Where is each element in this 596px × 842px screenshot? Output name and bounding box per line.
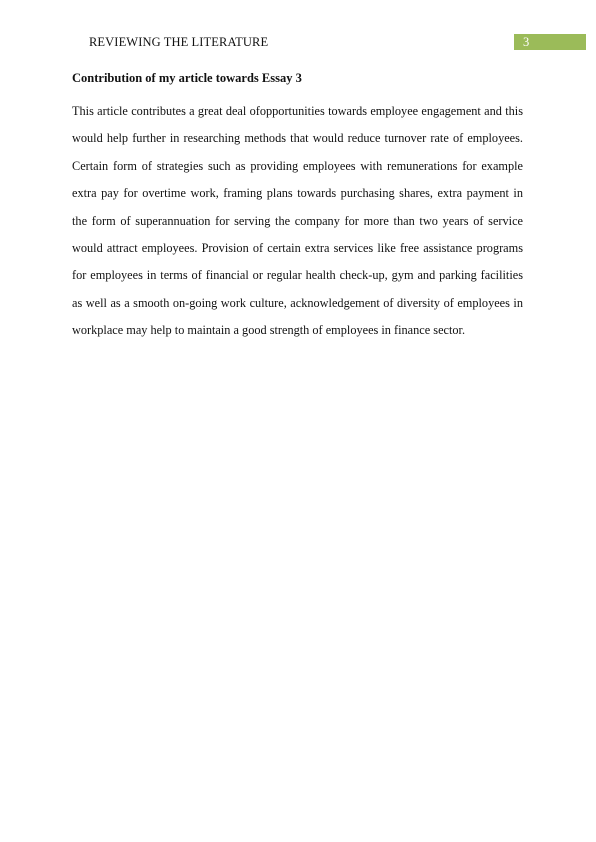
running-head: REVIEWING THE LITERATURE xyxy=(89,35,269,49)
section-heading: Contribution of my article towards Essay 3 xyxy=(72,71,302,85)
page-number: 3 xyxy=(514,34,586,50)
body-paragraph: This article contributes a great deal ofopportunities towards employee engagement and this would help further in researching methods that would reduce turnover rate of employees. Certain form of strategies such as providing employees with remunerations for example extra pay for overtime work, framing plans towards purchasing shares, extra payment in the form of superannuation for serving the company for more than two years of service would attract employees. Provision of certain extra services like free assistance programs for employees in terms of financial or regular health check-up, gym and parking facilities as well as a smooth on-going work culture, acknowledgement of diversity of employees in workplace may help to maintain a good strength of employees in finance sector. xyxy=(72,104,523,338)
